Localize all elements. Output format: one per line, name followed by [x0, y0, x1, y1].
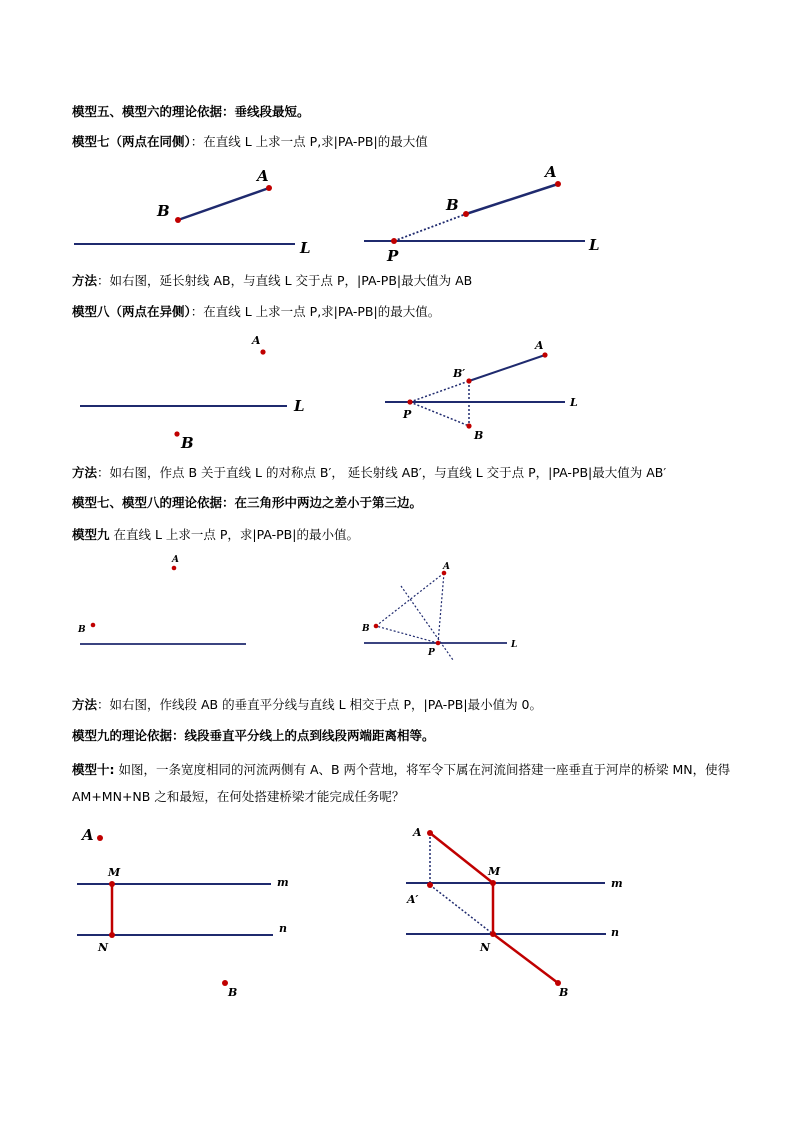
label-A: A — [535, 339, 544, 352]
model-9-left-diagram — [77, 555, 246, 644]
perpendicular-bisector — [401, 586, 453, 660]
label-P: P — [403, 408, 412, 421]
model-9-title: 模型九 — [72, 527, 110, 542]
label-A: A — [413, 826, 422, 839]
method-label: 方法 — [72, 697, 98, 712]
label-B: B — [228, 986, 238, 999]
label-A: A — [443, 562, 450, 572]
method-text: ：如右图，延长射线 AB，与直线 L 交于点 P，|PA-PB|最大值为 AB — [97, 273, 473, 288]
segment-A-prime-N — [430, 885, 493, 934]
model-8-title: 模型八（两点在异侧） — [72, 304, 191, 319]
segment-PA — [438, 573, 444, 643]
label-n: n — [611, 926, 619, 939]
label-B: B — [181, 434, 194, 452]
model-9-text: 在直线 L 上求一点 P，求|PA-PB|的最小值。 — [109, 527, 359, 542]
label-B: B — [446, 196, 459, 214]
model-7-8-theory: 模型七、模型八的理论依据：在三角形中两边之差小于第三边。 — [72, 495, 423, 510]
point-B — [91, 623, 96, 628]
label-A-prime: A′ — [407, 893, 419, 906]
extension-BP — [394, 214, 466, 241]
model-10-right-diagram — [406, 826, 623, 999]
model-7-right-diagram — [364, 163, 600, 265]
label-N: N — [480, 941, 491, 954]
label-A: A — [545, 163, 557, 181]
label-m: m — [611, 877, 623, 890]
point-A — [266, 185, 272, 191]
model-5-6-theory: 模型五、模型六的理论依据：垂线段最短。 — [72, 104, 310, 119]
point-B — [175, 217, 181, 223]
point-P — [407, 399, 412, 404]
label-B: B — [362, 624, 370, 634]
label-m: m — [277, 876, 289, 889]
model-10-title: 模型十: — [72, 762, 115, 777]
method-label: 方法 — [72, 465, 98, 480]
label-P: P — [387, 247, 399, 265]
model-9-theory: 模型九的理论依据：线段垂直平分线上的点到线段两端距离相等。 — [72, 728, 435, 743]
model-7-text: ：在直线 L 上求一点 P,求|PA-PB|的最大值 — [190, 134, 428, 149]
segment-AB — [466, 184, 558, 214]
label-P: P — [428, 648, 435, 658]
point-P — [391, 238, 397, 244]
point-A — [542, 352, 547, 357]
model-8-right-diagram — [385, 339, 578, 442]
label-M: M — [488, 865, 501, 878]
point-B — [466, 423, 471, 428]
point-A — [97, 835, 103, 841]
path-AM — [430, 833, 493, 883]
label-L: L — [570, 396, 578, 409]
label-B: B — [474, 429, 484, 442]
label-A: A — [257, 167, 269, 185]
point-B — [174, 431, 179, 436]
label-N: N — [98, 941, 109, 954]
point-A — [555, 181, 561, 187]
model-8-text: ：在直线 L 上求一点 P,求|PA-PB|的最大值。 — [190, 304, 441, 319]
point-P — [436, 641, 441, 646]
point-A — [260, 349, 265, 354]
model-8-left-diagram — [80, 334, 305, 452]
label-L: L — [294, 397, 305, 415]
point-N — [109, 932, 115, 938]
label-L: L — [300, 239, 311, 257]
label-B-prime: B′ — [453, 367, 466, 380]
point-A — [427, 830, 433, 836]
method-text: ：如右图，作点 B 关于直线 L 的对称点 B′， 延长射线 AB′，与直线 L 交于点 P，|PA-PB|最大值为 AB′ — [97, 465, 667, 480]
extension-B-prime-P — [410, 381, 469, 402]
segment-AB-prime — [469, 355, 545, 381]
label-B: B — [78, 625, 86, 635]
point-M — [490, 880, 496, 886]
label-L: L — [511, 640, 518, 650]
label-B: B — [559, 986, 569, 999]
model-7-left-diagram — [74, 167, 311, 257]
segment-PB — [410, 402, 469, 426]
point-A — [172, 566, 177, 571]
label-A: A — [172, 555, 179, 565]
point-B — [374, 624, 379, 629]
model-7-title: 模型七（两点在同侧） — [72, 134, 191, 149]
point-B-prime — [466, 378, 471, 383]
point-B — [463, 211, 469, 217]
method-label: 方法 — [72, 273, 98, 288]
label-B: B — [157, 202, 170, 220]
label-L: L — [589, 236, 600, 254]
label-A: A — [82, 826, 94, 844]
label-M: M — [108, 866, 121, 879]
method-text: ：如右图，作线段 AB 的垂直平分线与直线 L 相交于点 P，|PA-PB|最小值为 0。 — [97, 697, 542, 712]
model-10-text: 如图，一条宽度相同的河流两侧有 A、B 两个营地，将军令下属在河流间搭建一座垂直于河岸的桥梁 MN，使得 AM+MN+NB 之和最短，在何处搭建桥梁才能完成任务呢？ — [72, 762, 731, 804]
segment-AB — [178, 188, 269, 220]
label-n: n — [279, 922, 287, 935]
point-M — [109, 881, 115, 887]
path-NB — [493, 934, 558, 983]
point-N — [490, 931, 496, 937]
model-9-right-diagram — [361, 562, 517, 660]
label-A: A — [252, 334, 261, 347]
point-A-prime — [427, 882, 433, 888]
segment-PB — [376, 626, 438, 643]
model-10-left-diagram — [77, 826, 289, 999]
